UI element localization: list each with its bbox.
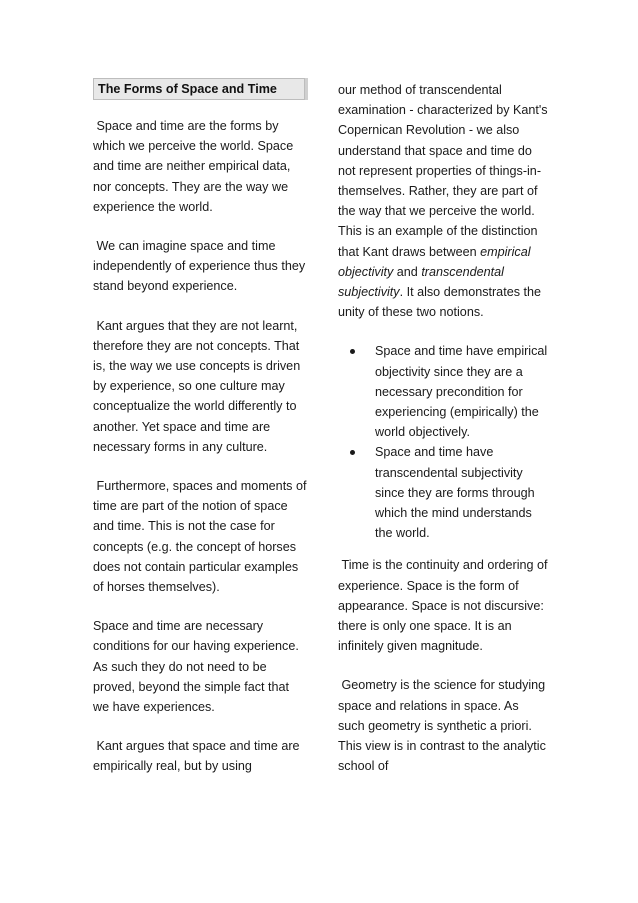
bullet-item-2 (338, 442, 548, 543)
paragraph-8: Time is the continuity and ordering of experience. Space is the form of appearance. Space is not discursive: there is only one space. It is an infinitely given magnitude. (338, 558, 548, 654)
left-column (93, 78, 308, 796)
bullet-item-1-text: Space and time have empirical objectivity since they are a necessary precondition for experiencing (empirically) the world objectively. (375, 344, 548, 440)
right-column (338, 80, 548, 796)
paragraph-9: Geometry is the science for studying space and relations in space. As such geometry is synthetic a priori. This view is in contrast to the analytic school of (338, 678, 546, 774)
paragraph-4: Furthermore, spaces and moments of time are part of the notion of space and time. This is not the case for concepts (e.g. the concept of horses does not contain particular examples of horses themselves). (93, 479, 307, 595)
section-heading-box (93, 78, 305, 100)
bullet-icon (350, 349, 355, 354)
term-transcendental-subjectivity: transcendental subjectivity (338, 264, 504, 300)
bullet-item-1 (338, 341, 548, 442)
paragraph-2: We can imagine space and time independently of experience thus they stand beyond experience. (93, 239, 306, 294)
paragraph-7 (338, 80, 548, 322)
term-empirical-objectivity: empirical objectivity (338, 244, 531, 279)
section-heading: The Forms of Space and Time (98, 82, 277, 96)
paragraph-7-text-c: . It also demonstrates the unity of these two notions. (338, 285, 541, 320)
paragraph-5: Space and time are necessary conditions for our having experience. As such they do not need to be proved, beyond the simple fact that we have experiences. (93, 619, 299, 715)
paragraph-1: Space and time are the forms by which we perceive the world. Space and time are neither empirical data, nor concepts. They are the way we experience the world. (93, 119, 294, 214)
paragraph-6: Kant argues that space and time are empirically real, but by using (93, 739, 300, 774)
paragraph-7-text-a: our method of transcendental examination - characterized by Kant's Copernican Revolution - we also understand that space and time do not represent properties of things-in-themselves. Rather, they are part of the way that we perceive the world. This is an example of the distinction that Kant draws between (338, 83, 548, 259)
bullet-item-2-text: Space and time have transcendental subjectivity since they are forms through which the mind understands the world. (375, 445, 535, 541)
bullet-icon (350, 450, 355, 455)
paragraph-7-text-b: and (393, 264, 422, 279)
paragraph-3: Kant argues that they are not learnt, therefore they are not concepts. That is, the way we use concepts is driven by experience, so one culture may conceptualize the world differently to another. Yet space and time are necessary forms in any culture. (93, 318, 301, 454)
bullet-list (338, 341, 548, 543)
